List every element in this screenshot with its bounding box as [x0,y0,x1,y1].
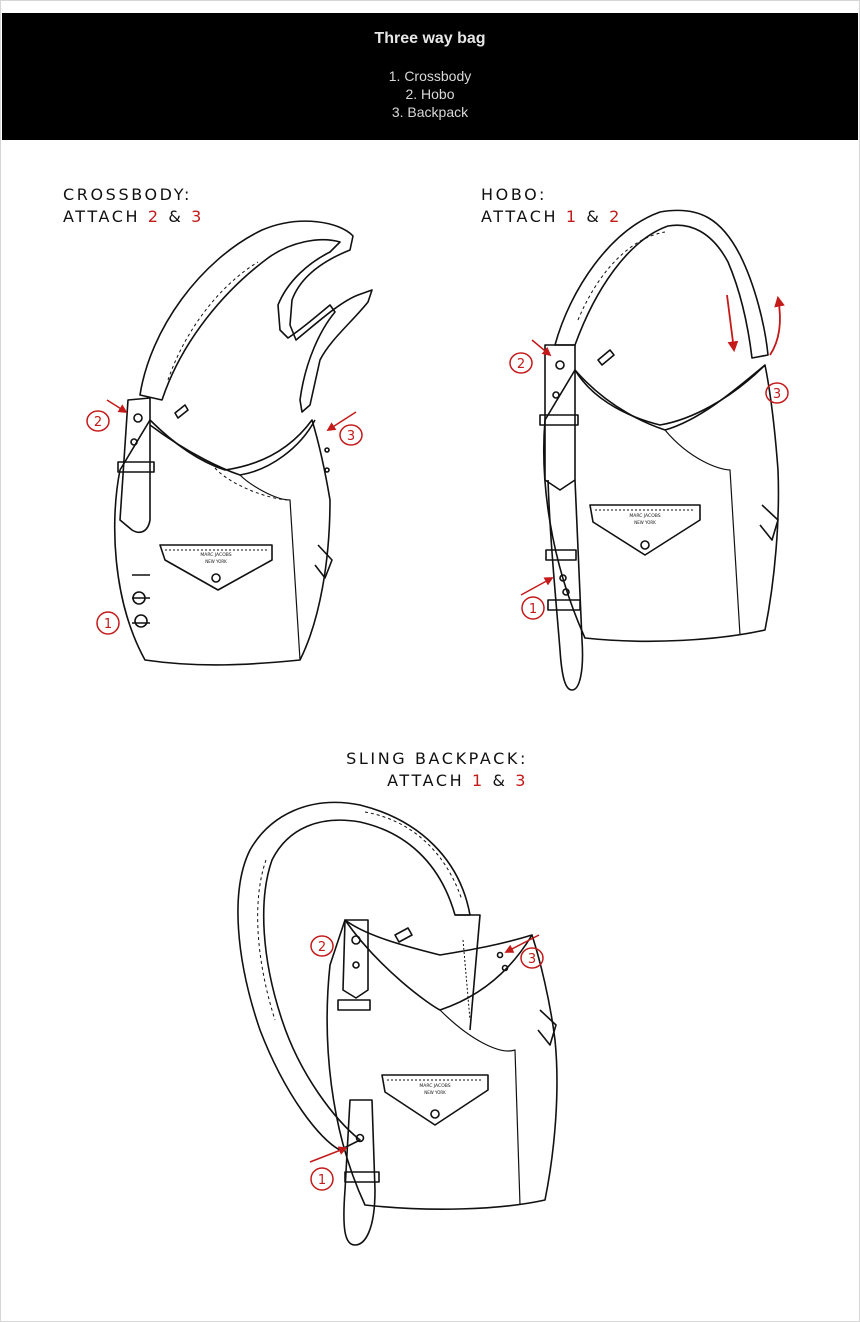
sling-backpack-heading: SLING BACKPACK: [346,749,528,768]
hobo-heading: HOBO: [481,185,548,204]
crossbody-logo-line1: MARC JACOBS [200,553,232,558]
sling-backpack-illustration [238,802,557,1245]
attach-label: ATTACH [387,771,465,790]
attach-label: ATTACH [63,207,141,226]
attach-joiner: & [492,771,508,790]
hobo-marker-2 [510,340,550,373]
mode-item-backpack: 3. Backpack [391,104,469,120]
crossbody-heading: CROSSBODY: [63,185,192,204]
svg-text:1: 1 [103,617,113,632]
svg-text:2: 2 [516,357,526,372]
attach-number-b: 3 [515,771,528,790]
crossbody-marker-3 [328,412,362,445]
page-title: Three way bag [374,30,486,47]
svg-text:1: 1 [317,1173,327,1188]
attach-label: ATTACH [481,207,559,226]
svg-text:3: 3 [772,387,782,402]
crossbody-strap [140,221,372,412]
svg-text:2: 2 [317,940,327,955]
mode-item-hobo: 2. Hobo [405,86,455,102]
attach-number-a: 1 [471,771,485,790]
attach-joiner: & [168,207,184,226]
mode-item-crossbody: 1. Crossbody [388,68,472,84]
svg-text:2: 2 [93,415,103,430]
hobo-illustration [540,210,778,690]
crossbody-illustration [115,221,372,665]
sling-backpack-marker-2 [311,936,333,956]
crossbody-logo-line2: NEW YORK [205,559,227,564]
hobo-logo-line2: NEW YORK [634,520,656,525]
attach-number-b: 3 [191,207,204,226]
hobo-pocket [590,505,700,555]
attach-number-a: 2 [147,207,161,226]
hobo-marker-1 [521,578,552,619]
hobo-logo-line1: MARC JACOBS [629,514,661,519]
hobo-strap-direction-arrows [727,295,780,355]
attach-number-b: 2 [609,207,622,226]
sling-backpack-strap [238,802,470,1150]
sling-backpack-marker-1 [310,1148,346,1190]
sling-backpack-logo-line1: MARC JACOBS [419,1084,451,1089]
attach-joiner: & [586,207,602,226]
crossbody-pocket [160,545,272,590]
svg-text:1: 1 [528,602,538,617]
svg-text:3: 3 [527,952,537,967]
svg-text:3: 3 [346,429,356,444]
crossbody-marker-1 [97,612,119,634]
hobo-strap [555,210,768,358]
crossbody-marker-2 [87,400,126,431]
sling-backpack-logo-line2: NEW YORK [424,1090,446,1095]
attach-number-a: 1 [565,207,579,226]
